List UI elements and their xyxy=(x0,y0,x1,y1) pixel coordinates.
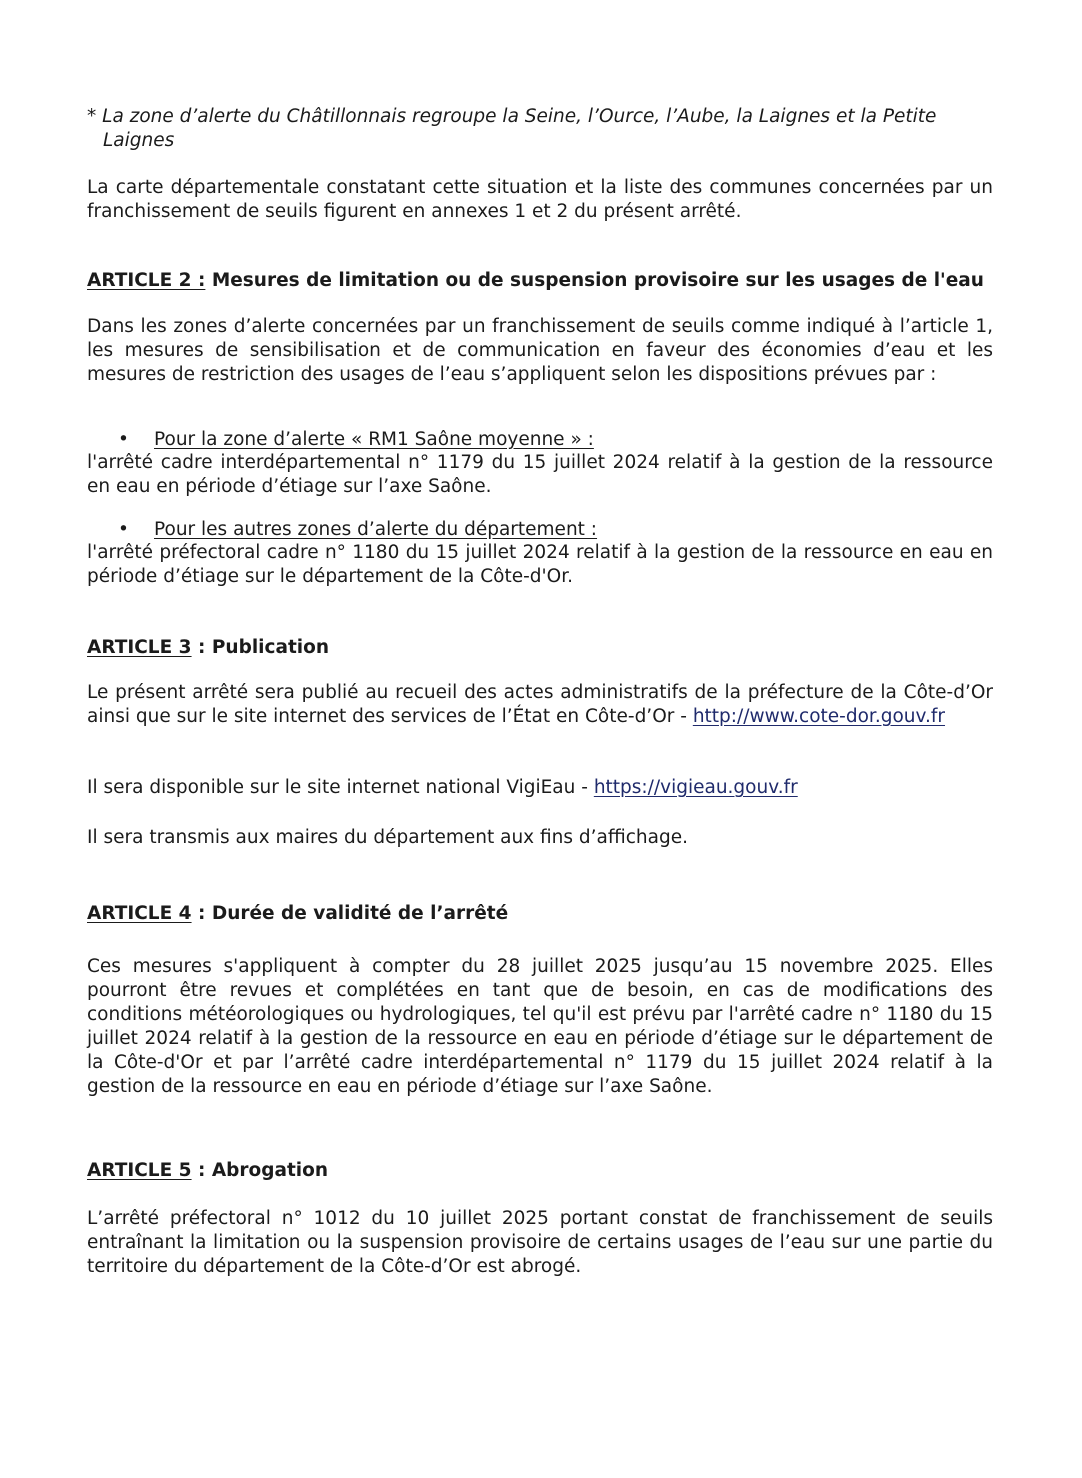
bullet-rm1-label: Pour la zone d’alerte « RM1 Saône moyenne » : xyxy=(154,429,594,450)
article-4-title: : Durée de validité de l’arrêté xyxy=(191,903,509,924)
bullet-other-zones-label: Pour les autres zones d’alerte du département : xyxy=(154,519,598,540)
intro-paragraph: La carte départementale constatant cette situation et la liste des communes concernées par un franchissement de seuils figurent en annexes 1 et 2 du présent arrêté. xyxy=(87,177,993,222)
bullet-icon: • xyxy=(118,519,129,540)
article-3-body xyxy=(87,681,993,729)
article-3-heading xyxy=(87,636,993,660)
article-2-body: Dans les zones d’alerte concernées par un franchissement de seuils comme indiqué à l’article 1, les mesures de sensibilisation et de communication en faveur des économies d’eau et les mesures de restriction des usages de l’eau s’appliquent selon les dispositions prévues par : xyxy=(87,316,993,385)
bullet-rm1 xyxy=(118,428,594,452)
article-3-label: ARTICLE 3 xyxy=(87,637,192,658)
article-2-title: Mesures de limitation ou de suspension provisoire sur les usages de l'eau xyxy=(205,270,984,291)
article-5-label: ARTICLE 5 xyxy=(87,1160,192,1181)
article-5-heading xyxy=(87,1159,993,1183)
bullet-other-zones-text: l'arrêté préfectoral cadre n° 1180 du 15 juillet 2024 relatif à la gestion de la ressource en eau en période d’étiage sur le département de la Côte-d'Or. xyxy=(87,542,993,587)
bullet-icon: • xyxy=(118,429,129,450)
article-2-heading xyxy=(87,269,993,293)
article-5-body: L’arrêté préfectoral n° 1012 du 10 juillet 2025 portant constat de franchissement de seuils entraînant la limitation ou la suspension provisoire de certains usages de l’eau sur une partie du territoire du département de la Côte-d’Or est abrogé. xyxy=(87,1208,993,1277)
maires-paragraph: Il sera transmis aux maires du département aux fins d’affichage. xyxy=(87,827,688,848)
zone-note: * La zone d’alerte du Châtillonnais regroupe la Seine, l’Ource, l’Aube, la Laignes et la Petite Laignes xyxy=(87,106,937,151)
article-2-label: ARTICLE 2 : xyxy=(87,270,206,291)
vigieau-link[interactable]: https://vigieau.gouv.fr xyxy=(593,777,798,798)
article-5-title: : Abrogation xyxy=(191,1160,329,1181)
bullet-other-zones xyxy=(118,518,597,542)
vigieau-text: Il sera disponible sur le site internet national VigiEau - xyxy=(87,777,594,798)
prefecture-link[interactable]: http://www.cote-dor.gouv.fr xyxy=(692,706,946,727)
article-4-label: ARTICLE 4 xyxy=(87,903,192,924)
article-4-body: Ces mesures s'appliquent à compter du 28 juillet 2025 jusqu’au 15 novembre 2025. Elles pourront être revues et complétées en tant que de besoin, en cas de modifications des conditions météorologiques ou hydrologiques, tel qu'il est prévu par l'arrêté cadre n° 1180 du 15 juillet 2024 relatif à la gestion de la ressource en eau en période d’étiage sur le département de la Côte-d'Or et par l’arrêté cadre interdépartemental n° 1179 du 15 juillet 2024 relatif à la gestion de la ressource en eau en période d’étiage sur l’axe Saône. xyxy=(87,956,993,1097)
article-3-title: : Publication xyxy=(191,637,330,658)
article-3-body-text: Le présent arrêté sera publié au recueil des actes administratifs de la préfecture de la Côte-d’Or ainsi que sur le site internet des services de l’État en Côte-d’Or - xyxy=(87,682,993,727)
article-4-heading xyxy=(87,902,993,926)
vigieau-paragraph xyxy=(87,776,993,800)
bullet-rm1-text: l'arrêté cadre interdépartemental n° 1179 du 15 juillet 2024 relatif à la gestion de la ressource en eau en période d’étiage sur l’axe Saône. xyxy=(87,452,993,497)
